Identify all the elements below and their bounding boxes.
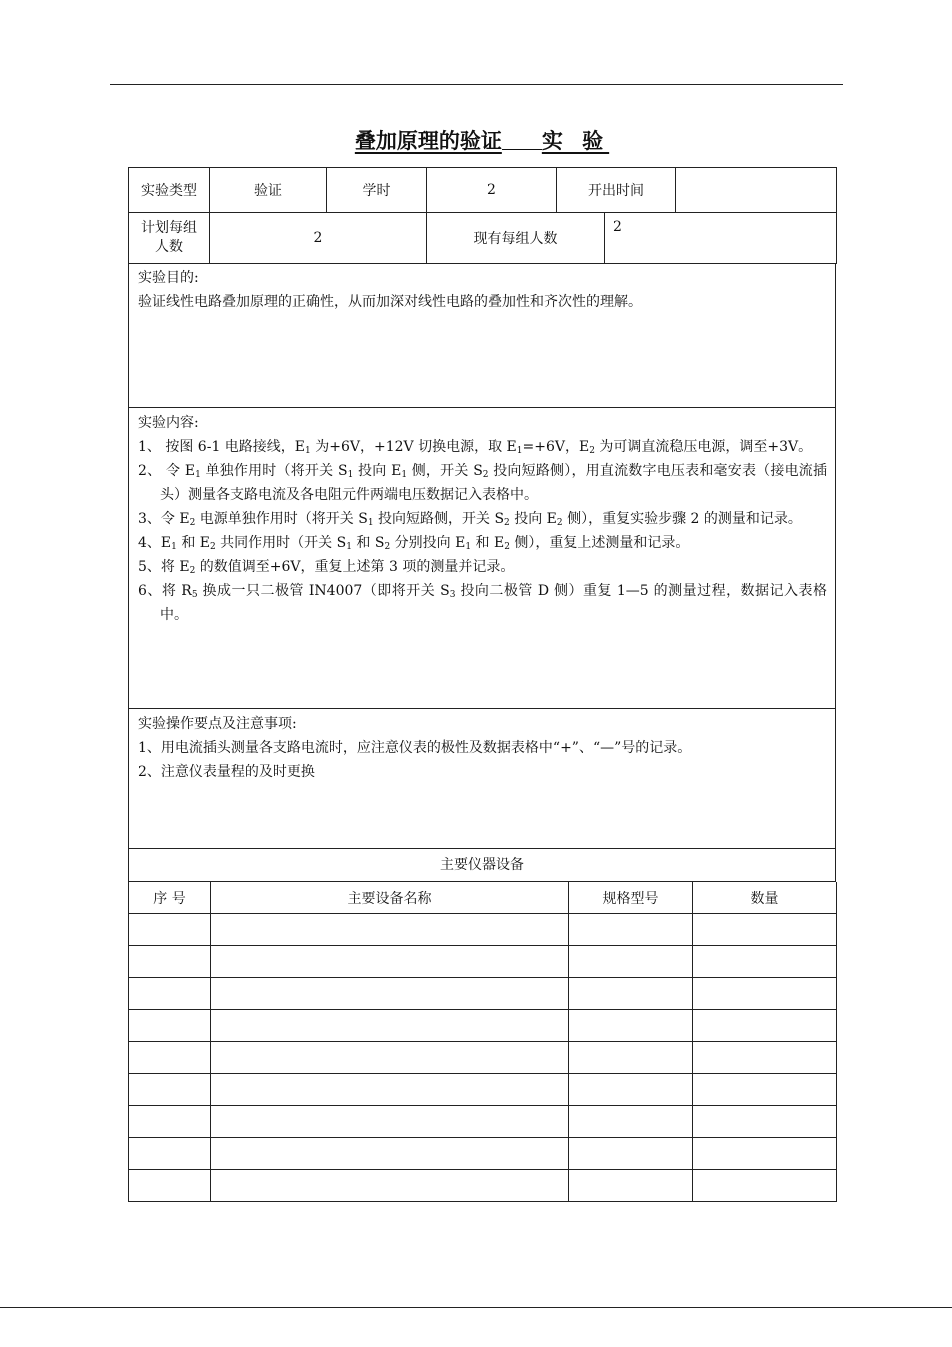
table-row <box>129 1010 837 1042</box>
table-row <box>129 1138 837 1170</box>
header-rule <box>110 84 843 85</box>
open-time-label: 开出时间 <box>557 168 676 213</box>
col-header-quantity: 数量 <box>693 882 837 914</box>
cell-index <box>129 1074 211 1106</box>
equipment-header-row <box>129 882 837 914</box>
cell-quantity <box>693 978 837 1010</box>
notes-item-2: 2、注意仪表量程的及时更换 <box>138 764 315 780</box>
cell-name <box>211 1170 569 1202</box>
purpose-text: 验证线性电路叠加原理的正确性，从而加深对线性电路的叠加性和齐次性的理解。 <box>138 294 642 310</box>
cell-index <box>129 978 211 1010</box>
content-item-4: 4、$E_1$ 和 $E_2$ 共同作用时（开关 $S_1$ 和 $S_2$ 分别投向 $E_1$ 和 $E_2$ 侧），重复上述测量和记录。 <box>138 535 690 552</box>
table-row <box>129 1074 837 1106</box>
table-row <box>129 978 837 1010</box>
notes-item-1: 1、用电流插头测量各支路电流时，应注意仪表的极性及数据表格中“+”、“—”号的记录。 <box>138 740 692 756</box>
content-heading: 实验内容: <box>138 415 199 431</box>
cell-model <box>569 1042 693 1074</box>
notes-heading: 实验操作要点及注意事项: <box>138 716 297 732</box>
cell-model <box>569 1010 693 1042</box>
cell-index <box>129 1138 211 1170</box>
content-item-6: 6、将 $R_5$ 换成一只二极管 IN4007（即将开关 $S_3$ 投向二极管 D 侧）重复 1—5 的测量过程，数据记入表格中。 <box>138 583 827 623</box>
cell-quantity <box>693 1106 837 1138</box>
cell-model <box>569 1106 693 1138</box>
plan-group-label-line1: 计划每组 <box>141 220 197 236</box>
plan-group-label-line2: 人数 <box>155 239 183 255</box>
cell-index <box>129 1010 211 1042</box>
title-main: 叠加原理的验证 <box>354 128 502 153</box>
table-row <box>129 1106 837 1138</box>
cell-name <box>211 1042 569 1074</box>
open-time-value <box>676 168 837 213</box>
cell-name <box>211 1138 569 1170</box>
cell-model <box>569 1074 693 1106</box>
footer-rule <box>0 1307 952 1308</box>
cell-quantity <box>693 1170 837 1202</box>
col-header-index: 序 号 <box>129 882 211 914</box>
plan-group-value: 2 <box>210 213 427 264</box>
current-group-label: 现有每组人数 <box>427 213 605 264</box>
cell-index <box>129 1106 211 1138</box>
content-item-2: 2、 令 $E_1$ 单独作用时（将开关 $S_1$ 投向 $E_1$ 侧，开关 $S_2$ 投向短路侧），用直流数字电压表和毫安表（接电流插头）测量各支路电流及各电阻元件两端电压数据记入表格中。 <box>138 463 827 503</box>
cell-name <box>211 1010 569 1042</box>
cell-quantity <box>693 1042 837 1074</box>
content-item-5: 5、将 $E_2$ 的数值调至+6V，重复上述第 3 项的测量并记录。 <box>138 559 515 576</box>
cell-index <box>129 946 211 978</box>
table-row <box>129 1170 837 1202</box>
table-row <box>129 1042 837 1074</box>
title-blank-underline <box>502 127 542 150</box>
equipment-table <box>128 882 837 1202</box>
cell-name <box>211 1074 569 1106</box>
purpose-section <box>128 263 836 408</box>
cell-name <box>211 946 569 978</box>
content-section <box>128 408 836 709</box>
equipment-heading: 主要仪器设备 <box>128 849 836 882</box>
hours-value: 2 <box>427 168 557 213</box>
hours-label: 学时 <box>327 168 427 213</box>
title-suffix: 实 验 <box>541 128 610 153</box>
document-title <box>128 125 836 157</box>
cell-quantity <box>693 946 837 978</box>
exp-type-label: 实验类型 <box>129 168 210 213</box>
cell-quantity <box>693 914 837 946</box>
cell-model <box>569 914 693 946</box>
cell-name <box>211 1106 569 1138</box>
table-row <box>129 914 837 946</box>
content-item-1: 1、 按图 6-1 电路接线，$E_1$ 为+6V，+12V 切换电源，取 $E_1=+6V$，$E_2$ 为可调直流稳压电源，调至+3V。 <box>138 439 813 456</box>
plan-group-label <box>129 213 210 264</box>
content-item-3: 3、令 $E_2$ 电源单独作用时（将开关 $S_1$ 投向短路侧，开关 $S_2$ 投向 $E_2$ 侧），重复实验步骤 2 的测量和记录。 <box>138 511 802 528</box>
experiment-info-table <box>128 167 837 264</box>
table-row <box>129 946 837 978</box>
cell-index <box>129 914 211 946</box>
cell-quantity <box>693 1074 837 1106</box>
col-header-model: 规格型号 <box>569 882 693 914</box>
cell-model <box>569 1138 693 1170</box>
exp-type-value: 验证 <box>210 168 327 213</box>
current-group-value: 2 <box>605 213 837 264</box>
cell-model <box>569 1170 693 1202</box>
cell-quantity <box>693 1138 837 1170</box>
purpose-heading: 实验目的: <box>138 270 199 286</box>
notes-section <box>128 709 836 849</box>
cell-index <box>129 1042 211 1074</box>
cell-name <box>211 914 569 946</box>
cell-model <box>569 946 693 978</box>
col-header-name: 主要设备名称 <box>211 882 569 914</box>
cell-name <box>211 978 569 1010</box>
cell-model <box>569 978 693 1010</box>
cell-index <box>129 1170 211 1202</box>
cell-quantity <box>693 1010 837 1042</box>
